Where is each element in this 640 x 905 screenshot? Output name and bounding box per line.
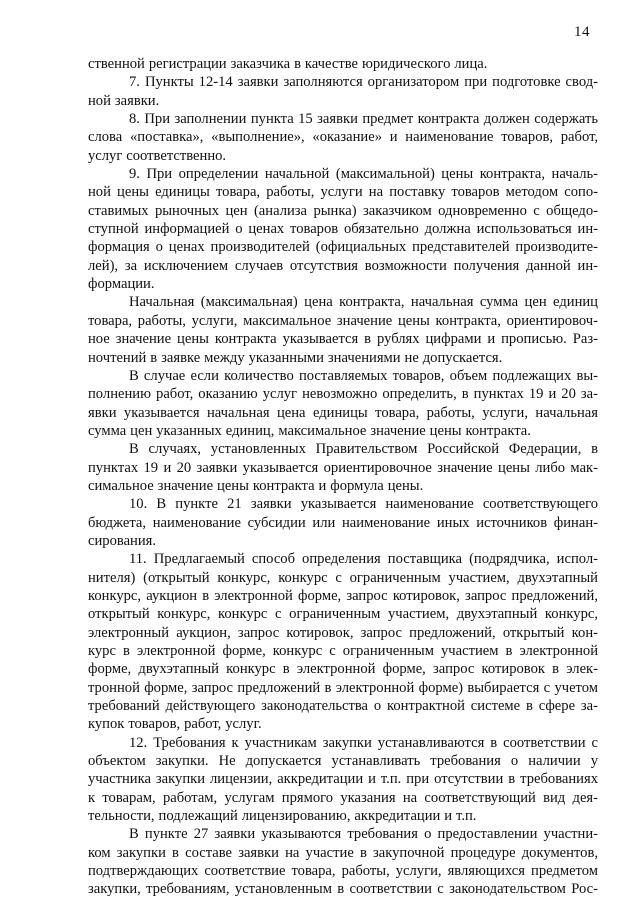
text-line: ступной информацией о ценах товаров обязательно должна использоваться ин- [88, 221, 598, 238]
text-line: товара, работы, услуги, максимальное значение цены контракта, ориентировоч- [88, 312, 598, 329]
text-line: купок товаров, работ, услуг. [88, 716, 262, 733]
text-line: симальное значение цены контракта и формула цены. [88, 477, 424, 494]
text-line: курс в электронной форме, конкурс с ограниченным участием в электронной [88, 643, 598, 659]
text-line: ночтений в заявке между указанными значениями не допускается. [88, 349, 503, 366]
text-line: слова «поставка», «выполнение», «оказание» и наименование товаров, работ, [88, 129, 598, 146]
text-line: 7. Пункты 12-14 заявки заполняются организатором при подготовке свод- [129, 74, 598, 91]
text-line: сумма цен указанных единиц, максимальное значение цены контракта. [88, 422, 531, 439]
text-line: полнению работ, оказанию услуг невозможно определить, в пунктах 19 и 20 за- [88, 386, 598, 403]
text-line: ственной регистрации заказчика в качестве юридического лица. [88, 56, 488, 72]
text-line: тельности, подлежащий лицензированию, аккредитации и т.п. [88, 808, 477, 825]
text-line: форме, двухэтапный конкурс в электронной форме, запрос котировок в элек- [88, 661, 598, 678]
paragraph-initial-price [88, 293, 598, 366]
paragraph-item-8 [88, 110, 598, 165]
text-line: нителя) (открытый конкурс, конкурс с ограниченным участием, двухэтапный [88, 569, 598, 586]
text-line: сирования. [88, 532, 157, 549]
text-line: формация о ценах производителей (официальных представителей производите- [88, 239, 598, 256]
text-line: объектом закупки. Не допускается устанавливать требования о наличии у [88, 753, 598, 770]
text-line: к товарам, работам, услугам прямого указания на соответствующий вид дея- [88, 789, 598, 806]
paragraph-item-12 [88, 734, 598, 826]
text-line: явки указывается начальная цена единицы товара, работы, услуги, начальная [88, 404, 598, 421]
text-line: открытый конкурс, конкурс с ограниченным участием, двухэтапный конкурс, [88, 606, 598, 623]
paragraph-item-11 [88, 550, 598, 733]
text-line: 10. В пункте 21 заявки указывается наименование соответствующего [129, 496, 598, 513]
text-line: формации. [88, 276, 155, 293]
text-line: 12. Требования к участникам закупки устанавливаются в соответствии с [129, 734, 598, 751]
document-body [88, 55, 598, 899]
text-line: ной заявки. [88, 92, 160, 109]
text-line: ком закупки в составе заявки на участие в закупочной процедуре документов, [88, 844, 598, 861]
text-line: В пункте 27 заявки указываются требования о предоставлении участни- [129, 826, 598, 843]
page-number: 14 [574, 24, 590, 40]
paragraph-item-10 [88, 495, 598, 550]
text-line: требований действующего законодательства о контрактной системе в сфере за- [88, 698, 598, 715]
text-line: конкурс, аукцион в электронной форме, запрос котировок, запрос предложений, [88, 587, 598, 604]
paragraph-unknown-quantity [88, 367, 598, 440]
text-line: ставимых рыночных цен (анализа рынка) заказчиком одновременно с общедо- [88, 202, 598, 219]
text-line: участника закупки лицензии, аккредитации и т.п. при отсутствии в требованиях [88, 771, 598, 788]
text-line: бюджета, наименование субсидии или наименование иных источников финан- [88, 514, 598, 531]
text-line: лей), за исключением случаев отсутствия возможности получения данной ин- [88, 257, 598, 274]
text-line: Начальная (максимальная) цена контракта, начальная сумма цен единиц [129, 294, 598, 311]
paragraph-government-cases [88, 440, 598, 495]
text-line: ное значение цены контракта указывается в рублях цифрами и прописью. Раз- [88, 331, 598, 348]
text-line: 9. При определении начальной (максимальной) цены контракта, началь- [129, 166, 598, 183]
text-line: В случае если количество поставляемых товаров, объем подлежащих вы- [129, 367, 598, 384]
text-line: тронной форме, запрос предложений в электронной форме) выбирается с учетом [88, 679, 598, 696]
text-line: пунктах 19 и 20 заявки указывается ориентировочное значение цены либо мак- [88, 459, 598, 476]
text-line: услуг соответственно. [88, 147, 227, 164]
paragraph-item-7 [88, 73, 598, 110]
text-line: подтверждающих соответствие товара, работы, услуги, являющихся предметом [88, 863, 598, 880]
text-line: В случаях, установленных Правительством Российской Федерации, в [129, 441, 598, 458]
text-line: 8. При заполнении пункта 15 заявки предмет контракта должен содержать [129, 111, 598, 128]
text-line: ной цены единицы товара, работы, услуги на поставку товаров методом сопо- [88, 184, 598, 201]
paragraph-continuation-registration [88, 55, 598, 73]
text-line: закупки, требованиям, установленным в соответствии с законодательством Рос- [88, 881, 598, 898]
text-line: электронный аукцион, запрос котировок, запрос предложений, открытый кон- [88, 624, 598, 641]
paragraph-item-9 [88, 165, 598, 293]
paragraph-item-27-requirements [88, 825, 598, 898]
text-line: 11. Предлагаемый способ определения поставщика (подрядчика, испол- [129, 551, 598, 568]
